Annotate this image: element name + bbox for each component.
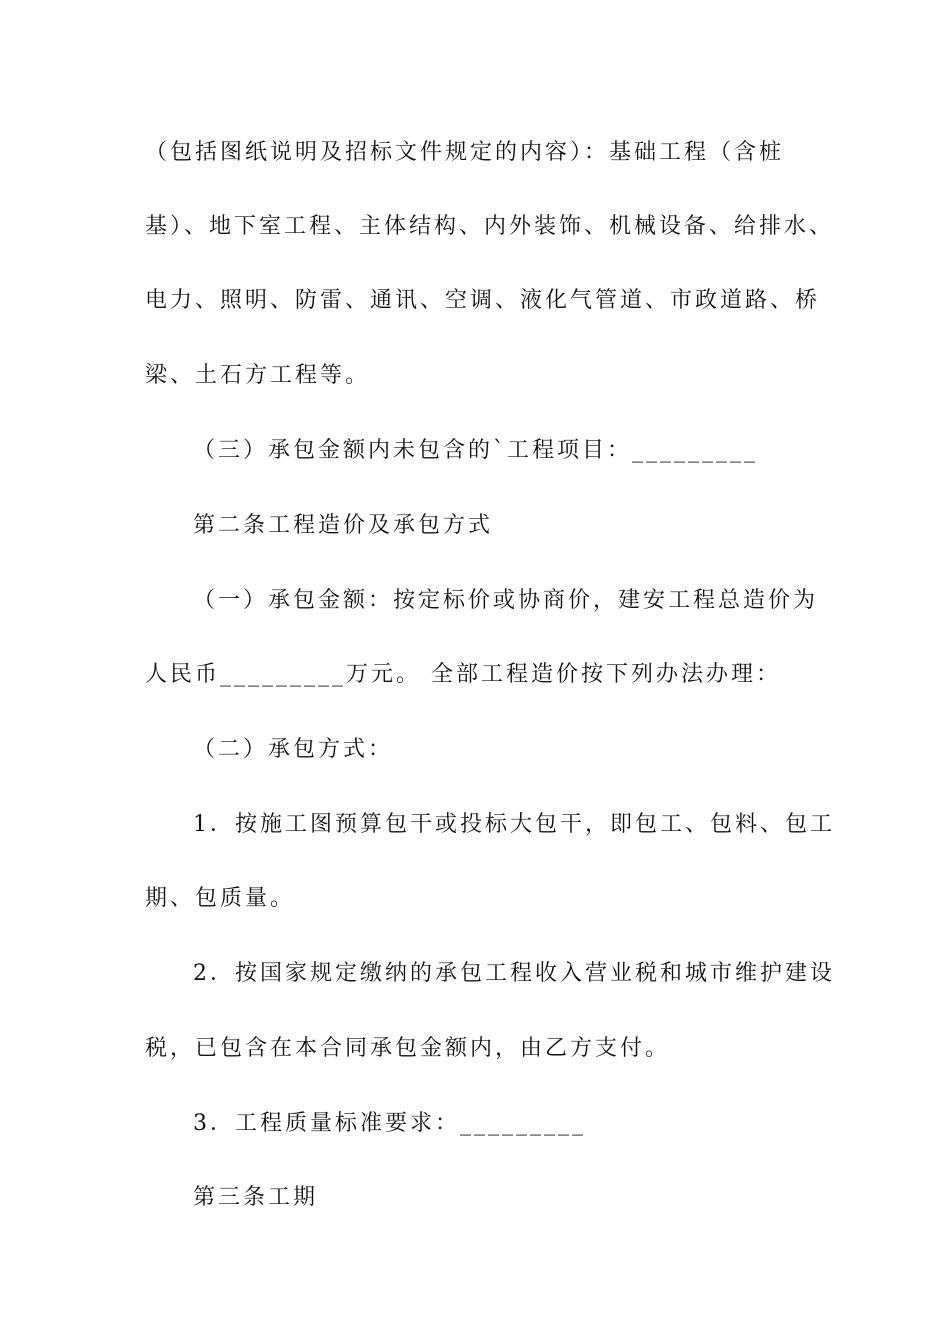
paragraph-line-scope-continued: （包括图纸说明及招标文件规定的内容）：基础工程（含桩 [145,140,785,165]
article-three-heading: 第三条工期 [193,1185,319,1210]
item-2-tax-continued: 税，已包含在本合同承包金额内，由乙方支付。 [145,1036,671,1061]
clause-contract-method: （二）承包方式： [193,737,394,762]
clause-contract-amount: （一）承包金额：按定标价或协商价，建安工程总造价为 [193,588,819,613]
paragraph-line-scope-end: 梁、土石方工程等。 [145,363,371,388]
paragraph-line-scope-items: 基）、地下室工程、主体结构、内外装饰、机械设备、给排水、 [145,214,835,239]
item-2-tax: 2．按国家规定缴纳的承包工程收入营业税和城市维护建设 [193,961,835,986]
article-two-heading: 第二条工程造价及承包方式 [193,513,494,538]
paragraph-line-scope-items-2: 电力、照明、防雷、通讯、空调、液化气管道、市政道路、桥 [145,288,821,313]
item-1-lump-sum-continued: 期、包质量。 [145,886,296,911]
item-3-quality-standard: 3．工程质量标准要求：_________ [193,1111,586,1136]
item-1-lump-sum: 1．按施工图预算包干或投标大包干，即包工、包料、包工 [193,812,835,837]
clause-excluded-items: （三）承包金额内未包含的`工程项目：_________ [193,438,759,463]
clause-contract-amount-continued: 人民币_________万元。 全部工程造价按下列办法办理： [145,662,781,687]
